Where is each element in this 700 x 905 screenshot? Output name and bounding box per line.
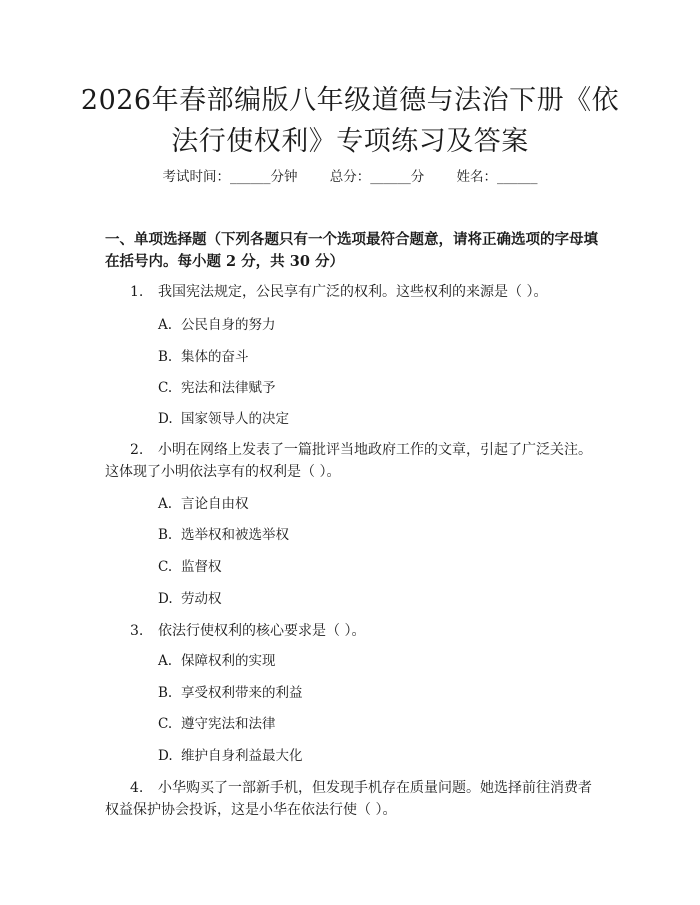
document-title [60,80,640,162]
question-text: 依法行使权利的核心要求是（ ）。 [158,623,366,639]
option-3b [158,683,303,703]
option-text: 维护自身利益最大化 [181,748,303,764]
option-letter: A. [158,496,173,512]
question-text: 小明在网络上发表了一篇批评当地政府工作的文章，引起了广泛关注。这体现了小明依法享有的权利是（ ）。 [105,442,592,480]
option-2b [158,525,289,545]
option-letter: A. [158,653,173,669]
option-3a [158,651,276,671]
option-1b [158,347,249,367]
option-text: 保障权利的实现 [181,653,276,669]
option-letter: B. [158,349,173,365]
total-score: 总分：______分 [329,169,425,185]
question-number: 4. [130,780,144,796]
option-text: 劳动权 [181,591,222,607]
option-letter: A. [158,317,173,333]
title-line-2: 法行使权利》专项练习及答案 [171,126,529,157]
option-3c [158,714,276,734]
section-heading: 一、单项选择题（下列各题只有一个选项最符合题意，请将正确选项的字母填在括号内。每小题 2 分，共 30 分） [105,231,598,270]
question-1 [105,281,602,303]
option-letter: B. [158,527,173,543]
question-2 [105,439,602,483]
option-letter: D. [158,591,173,607]
option-text: 选举权和被选举权 [181,527,289,543]
option-2d [158,589,222,609]
option-1a [158,315,276,335]
question-4 [105,777,602,821]
question-number: 1. [130,284,144,300]
option-text: 监督权 [181,559,222,575]
option-text: 遵守宪法和法律 [181,716,276,732]
option-letter: C. [158,559,173,575]
option-text: 国家领导人的决定 [181,411,289,427]
option-text: 宪法和法律赋予 [181,380,276,396]
option-letter: D. [158,748,173,764]
option-letter: B. [158,685,173,701]
option-letter: C. [158,380,173,396]
question-3 [105,620,602,642]
option-letter: D. [158,411,173,427]
question-text: 我国宪法规定，公民享有广泛的权利。这些权利的来源是（ ）。 [158,284,548,300]
question-number: 2. [130,442,144,458]
option-2c [158,557,222,577]
option-3d [158,746,303,766]
title-line-1: 2026年春部编版八年级道德与法治下册《依 [80,85,620,116]
option-text: 享受权利带来的利益 [181,685,303,701]
option-letter: C. [158,716,173,732]
question-number: 3. [130,623,144,639]
question-text: 小华购买了一部新手机，但发现手机存在质量问题。她选择前往消费者权益保护协会投诉，这是小华在依法行使（ ）。 [105,780,592,818]
student-name: 姓名：______ [456,169,538,185]
option-1d [158,409,289,429]
option-2a [158,494,249,514]
option-text: 集体的奋斗 [181,349,249,365]
exam-time: 考试时间：______分钟 [162,169,298,185]
option-1c [158,378,276,398]
option-text: 言论自由权 [181,496,249,512]
option-text: 公民自身的努力 [181,317,276,333]
exam-info-line [0,167,700,187]
